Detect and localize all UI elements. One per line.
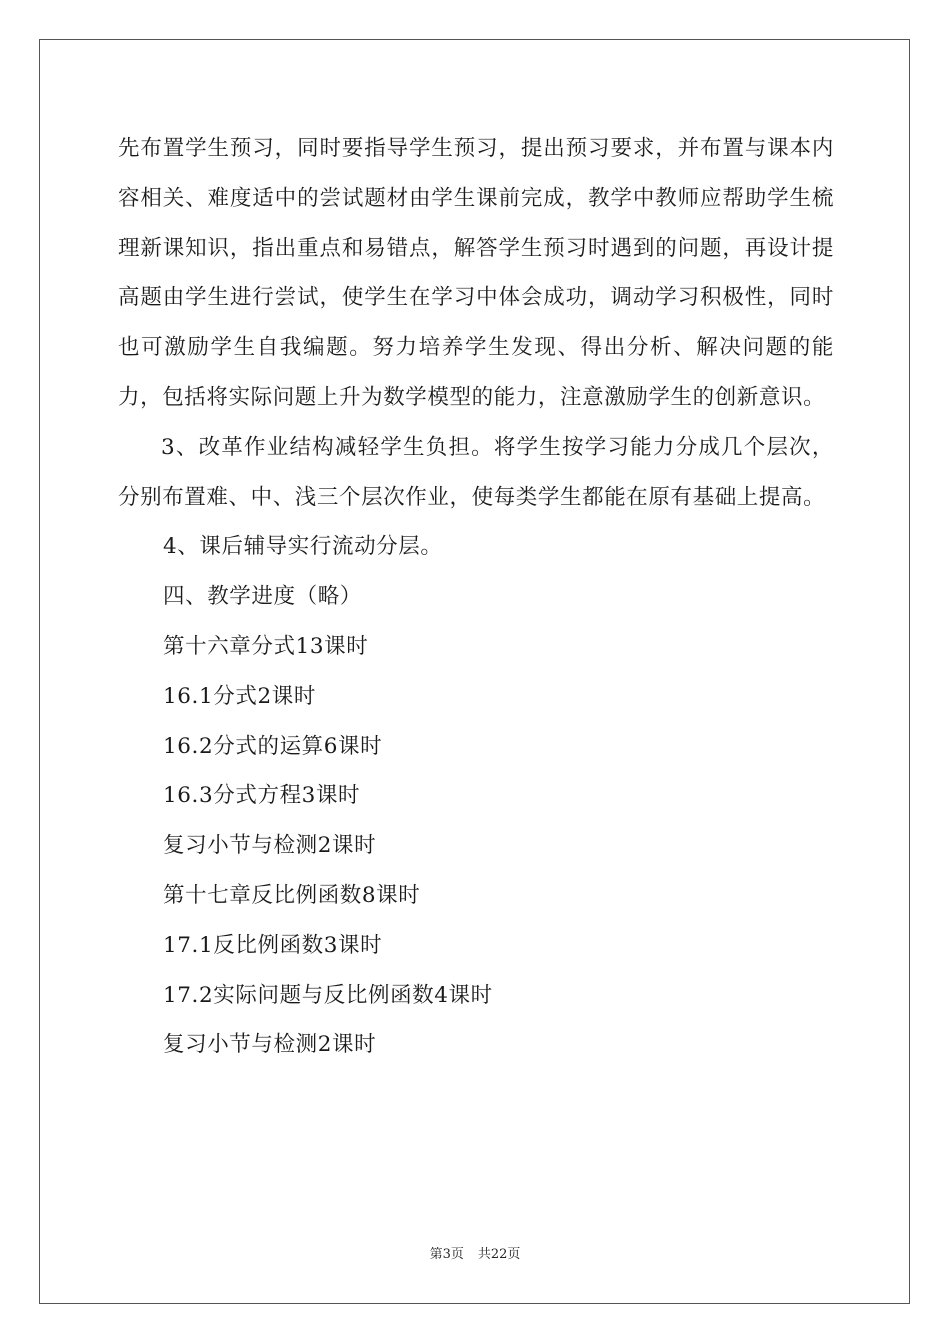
list-item: 17.1反比例函数3课时 [163,932,383,958]
paragraph-preview-study: 先布置学生预习，同时要指导学生预习，提出预习要求，并布置与课本内容相关、难度适中的尝试题材由学生课前完成，教学中教师应帮助学生梳理新课知识，指出重点和易错点，解答学生预习时遇到的问题，再设计提高题由学生进行尝试，使学生在学习中体会成功，调动学习积极性，同时也可激励学生自我编题。努力培养学生发现、得出分析、解决问题的能力，包括将实际问题上升为数学模型的能力，注意激励学生的创新意识。 [118,136,834,410]
list-item: 4、课后辅导实行流动分层。 [163,534,443,560]
list-item: 第十六章分式13课时 [163,633,369,659]
list-item: 16.2分式的运算6课时 [163,733,383,759]
page-total: 共22页 [477,1247,521,1262]
paragraph-homework-reform: 3、改革作业结构减轻学生负担。将学生按学习能力分成几个层次，分别布置难、中、浅三个层次作业，使每类学生都能在原有基础上提高。 [118,434,834,510]
document-body [118,124,834,1070]
section-heading-progress: 四、教学进度（略） [163,584,362,610]
list-item: 16.3分式方程3课时 [163,783,361,809]
list-item: 复习小节与检测2课时 [163,1032,377,1058]
page-footer [0,1246,950,1264]
list-item: 复习小节与检测2课时 [163,833,377,859]
list-item: 16.1分式2课时 [163,683,316,709]
page-number: 第3页 [429,1247,464,1262]
list-item: 第十七章反比例函数8课时 [163,882,421,908]
list-item: 17.2实际问题与反比例函数4课时 [163,982,493,1008]
